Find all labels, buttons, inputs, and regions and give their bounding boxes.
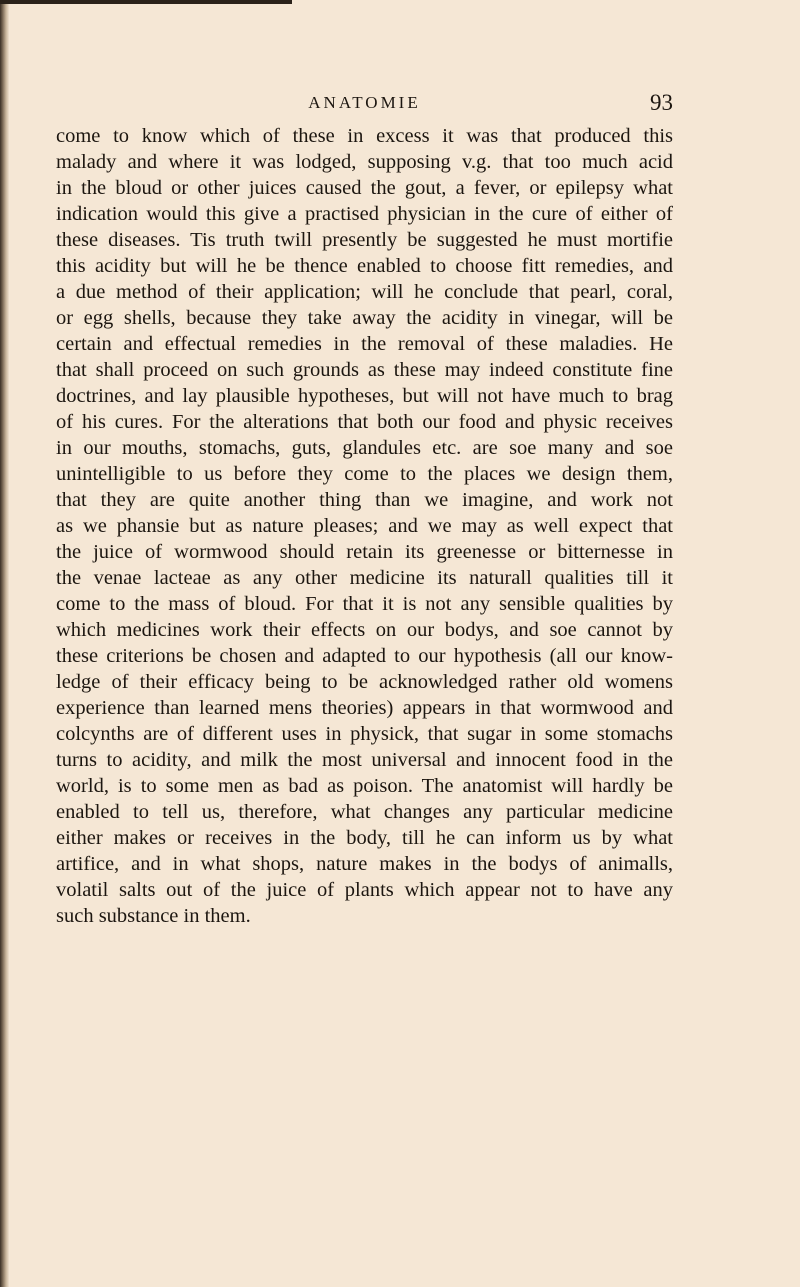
text-line: enabled to tell us, therefore, what changes any particular medicine bbox=[56, 801, 673, 823]
text-line: experience than learned mens theories) appears in that wormwood and bbox=[56, 697, 673, 719]
book-spine-shadow bbox=[0, 4, 9, 1287]
text-line: these criterions be chosen and adapted to our hypothesis (all our know- bbox=[56, 645, 673, 667]
text-line: indication would this give a practised physician in the cure of either of bbox=[56, 203, 673, 225]
text-line: which medicines work their effects on our bodys, and soe cannot by bbox=[56, 619, 673, 641]
text-line: colcynths are of different uses in physick, that sugar in some stomachs bbox=[56, 723, 673, 745]
text-line: artifice, and in what shops, nature makes in the bodys of animalls, bbox=[56, 853, 673, 875]
body-paragraph bbox=[56, 123, 673, 929]
text-line: world, is to some men as bad as poison. The anatomist will hardly be bbox=[56, 775, 673, 797]
text-line: unintelligible to us before they come to the places we design them, bbox=[56, 463, 673, 485]
text-line: turns to acidity, and milk the most universal and innocent food in the bbox=[56, 749, 673, 771]
running-head bbox=[56, 90, 673, 123]
top-edge-rule bbox=[0, 0, 292, 4]
text-line: certain and effectual remedies in the removal of these maladies. He bbox=[56, 333, 673, 355]
text-line: these diseases. Tis truth twill presently be suggested he must mortifie bbox=[56, 229, 673, 251]
text-line: that shall proceed on such grounds as these may indeed constitute fine bbox=[56, 359, 673, 381]
text-line: come to know which of these in excess it was that produced this bbox=[56, 125, 673, 147]
book-page bbox=[56, 90, 673, 929]
text-line: in our mouths, stomachs, guts, glandules etc. are soe many and soe bbox=[56, 437, 673, 459]
text-line: as we phansie but as nature pleases; and we may as well expect that bbox=[56, 515, 673, 537]
text-line-last: such substance in them. bbox=[56, 905, 251, 927]
page-number: 93 bbox=[650, 90, 673, 115]
text-line: doctrines, and lay plausible hypotheses, but will not have much to brag bbox=[56, 385, 673, 407]
text-line: that they are quite another thing than we imagine, and work not bbox=[56, 489, 673, 511]
text-line: in the bloud or other juices caused the gout, a fever, or epilepsy what bbox=[56, 177, 673, 199]
text-line: a due method of their application; will he conclude that pearl, coral, bbox=[56, 281, 673, 303]
text-line: this acidity but will he be thence enabled to choose fitt remedies, and bbox=[56, 255, 673, 277]
text-line: the juice of wormwood should retain its greenesse or bitternesse in bbox=[56, 541, 673, 563]
text-line: malady and where it was lodged, supposing v.g. that too much acid bbox=[56, 151, 673, 173]
text-line: volatil salts out of the juice of plants which appear not to have any bbox=[56, 879, 673, 901]
text-line: ledge of their efficacy being to be acknowledged rather old womens bbox=[56, 671, 673, 693]
text-line: either makes or receives in the body, till he can inform us by what bbox=[56, 827, 673, 849]
text-line: the venae lacteae as any other medicine its naturall qualities till it bbox=[56, 567, 673, 589]
text-line: of his cures. For the alterations that both our food and physic receives bbox=[56, 411, 673, 433]
text-line: come to the mass of bloud. For that it is not any sensible qualities by bbox=[56, 593, 673, 615]
text-line: or egg shells, because they take away the acidity in vinegar, will be bbox=[56, 307, 673, 329]
running-head-title: ANATOMIE bbox=[308, 93, 421, 112]
